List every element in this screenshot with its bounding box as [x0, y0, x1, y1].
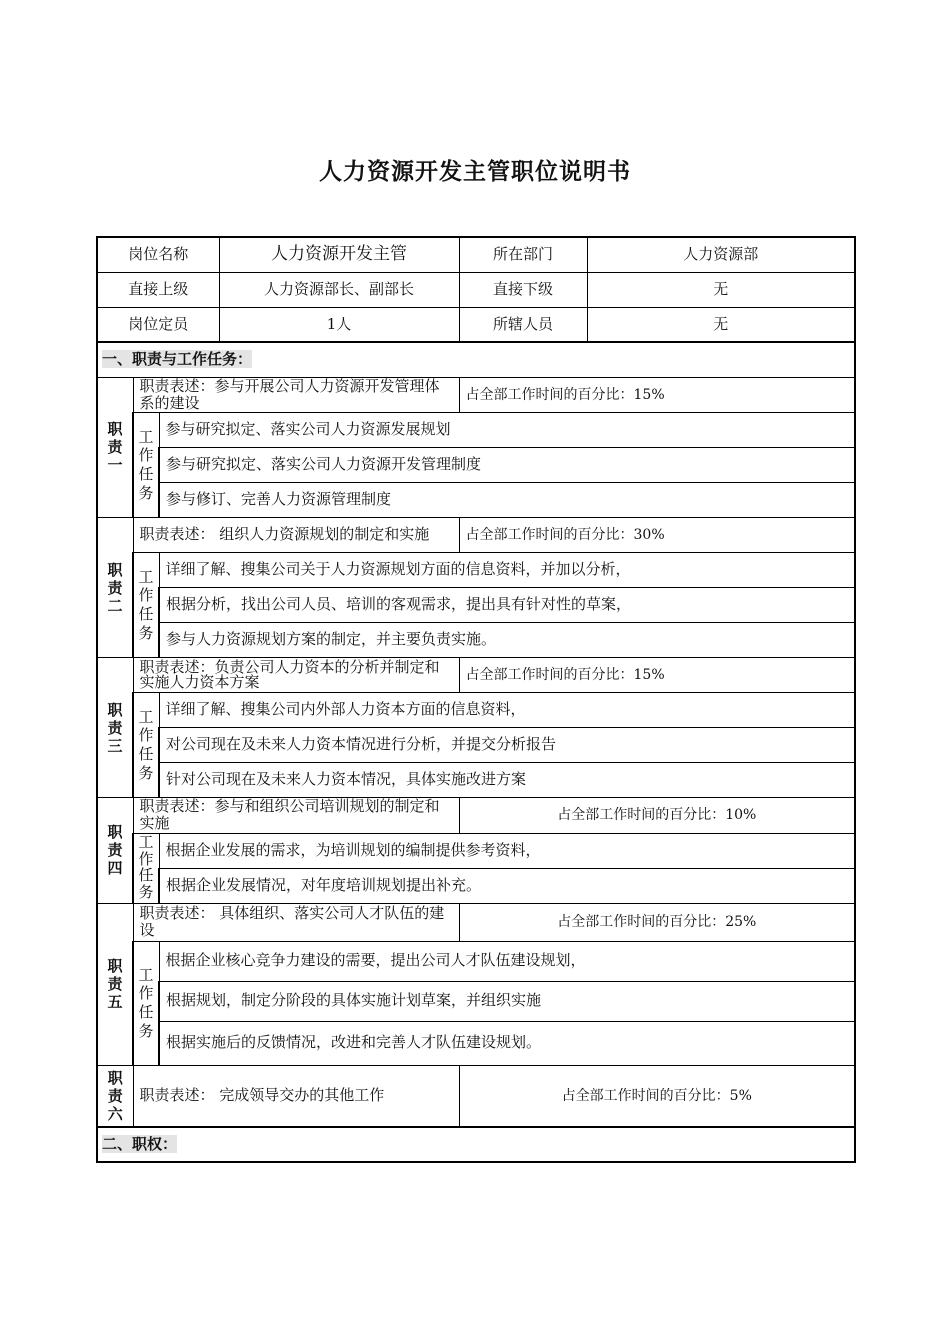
task-label-text: 工作任务 [138, 567, 154, 642]
subordinate-label: 直接下级 [459, 272, 587, 307]
task-item: 根据企业核心竞争力建设的需要，提出公司人才队伍建设规划， [159, 941, 855, 981]
duty-label-text: 职责二 [107, 560, 123, 615]
task-label-text: 工作任务 [138, 833, 154, 901]
subordinate-value: 无 [587, 272, 855, 307]
task-item: 根据企业发展情况，对年度培训规划提出补充。 [159, 868, 855, 903]
duty-label-text: 职责四 [107, 823, 123, 878]
task-item: 参与研究拟定、落实公司人力资源发展规划 [159, 413, 855, 448]
header-row [97, 237, 855, 272]
section2-heading: 二、职权： [102, 1134, 178, 1153]
duty-statement: 职责表述： 组织人力资源规划的制定和实施 [133, 518, 459, 553]
section1-heading: 一、职责与工作任务： [102, 350, 253, 369]
duty-statement: 职责表述：参与和组织公司培训规划的制定和实施 [133, 798, 459, 834]
duty-label-text: 职责一 [107, 420, 123, 475]
task-row [97, 553, 855, 588]
headcount-value: 1人 [219, 307, 459, 342]
duty-percent: 占全部工作时间的百分比：25% [459, 903, 855, 941]
dept-label: 所在部门 [459, 237, 587, 272]
superior-value: 人力资源部长、副部长 [219, 272, 459, 307]
duty-label-text: 职责六 [107, 1068, 123, 1123]
task-label [133, 941, 159, 1065]
duty-percent: 占全部工作时间的百分比：30% [459, 518, 855, 553]
task-label-text: 工作任务 [138, 707, 154, 782]
task-item: 详细了解、搜集公司内外部人力资本方面的信息资料， [159, 693, 855, 728]
duty-row [97, 903, 855, 941]
task-item: 根据实施后的反馈情况，改进和完善人才队伍建设规划。 [159, 1021, 855, 1065]
superior-label: 直接上级 [97, 272, 219, 307]
duty-label [97, 903, 133, 1065]
task-label [133, 693, 159, 798]
task-row [97, 728, 855, 763]
headcount-label: 岗位定员 [97, 307, 219, 342]
section-heading [97, 342, 855, 377]
task-item: 详细了解、搜集公司关于人力资源规划方面的信息资料，并加以分析， [159, 553, 855, 588]
post-name-value: 人力资源开发主管 [219, 237, 459, 272]
duty-row [97, 658, 855, 693]
duty-label [97, 658, 133, 798]
task-item: 根据分析，找出公司人员、培训的客观需求，提出具有针对性的草案， [159, 588, 855, 623]
task-label [133, 833, 159, 903]
task-row [97, 763, 855, 798]
task-row [97, 588, 855, 623]
task-label [133, 413, 159, 518]
duty-percent: 占全部工作时间的百分比：15% [459, 377, 855, 413]
duty-label [97, 798, 133, 904]
duty-percent: 占全部工作时间的百分比：5% [459, 1065, 855, 1127]
duty-label-text: 职责三 [107, 700, 123, 755]
task-row [97, 413, 855, 448]
duty-statement: 职责表述： 具体组织、落实公司人才队伍的建设 [133, 903, 459, 941]
task-item: 针对公司现在及未来人力资本情况，具体实施改进方案 [159, 763, 855, 798]
task-item: 参与人力资源规划方案的制定，并主要负责实施。 [159, 623, 855, 658]
task-item: 根据企业发展的需求，为培训规划的编制提供参考资料， [159, 833, 855, 868]
task-row [97, 448, 855, 483]
task-row [97, 1021, 855, 1065]
duty-row [97, 798, 855, 834]
duty-statement: 职责表述： 完成领导交办的其他工作 [133, 1065, 459, 1127]
duty-label [97, 518, 133, 658]
staff-value: 无 [587, 307, 855, 342]
duty-row [97, 377, 855, 413]
duty-row [97, 518, 855, 553]
task-row [97, 868, 855, 903]
task-row [97, 483, 855, 518]
task-row [97, 623, 855, 658]
duty-label [97, 1065, 133, 1127]
duty-statement: 职责表述：负责公司人力资本的分析并制定和实施人力资本方案 [133, 658, 459, 693]
header-row [97, 307, 855, 342]
duty-label-text: 职责五 [107, 957, 123, 1011]
task-label [133, 553, 159, 658]
task-item: 参与研究拟定、落实公司人力资源开发管理制度 [159, 448, 855, 483]
task-label-text: 工作任务 [138, 427, 154, 502]
duty-row [97, 1065, 855, 1127]
duty-label [97, 377, 133, 518]
duty-percent: 占全部工作时间的百分比：15% [459, 658, 855, 693]
task-row [97, 941, 855, 981]
post-name-label: 岗位名称 [97, 237, 219, 272]
task-item: 参与修订、完善人力资源管理制度 [159, 483, 855, 518]
task-row [97, 693, 855, 728]
page-title: 人力资源开发主管职位说明书 [319, 159, 631, 185]
dept-value: 人力资源部 [587, 237, 855, 272]
staff-label: 所辖人员 [459, 307, 587, 342]
job-description-table [96, 236, 854, 1163]
task-label-text: 工作任务 [138, 965, 154, 1040]
task-row [97, 981, 855, 1021]
task-item: 根据规划，制定分阶段的具体实施计划草案，并组织实施 [159, 981, 855, 1021]
task-item: 对公司现在及未来人力资本情况进行分析，并提交分析报告 [159, 728, 855, 763]
header-row [97, 272, 855, 307]
duty-percent: 占全部工作时间的百分比：10% [459, 798, 855, 834]
duty-statement: 职责表述：参与开展公司人力资源开发管理体系的建设 [133, 377, 459, 413]
section-heading [97, 1127, 855, 1162]
task-row [97, 833, 855, 868]
